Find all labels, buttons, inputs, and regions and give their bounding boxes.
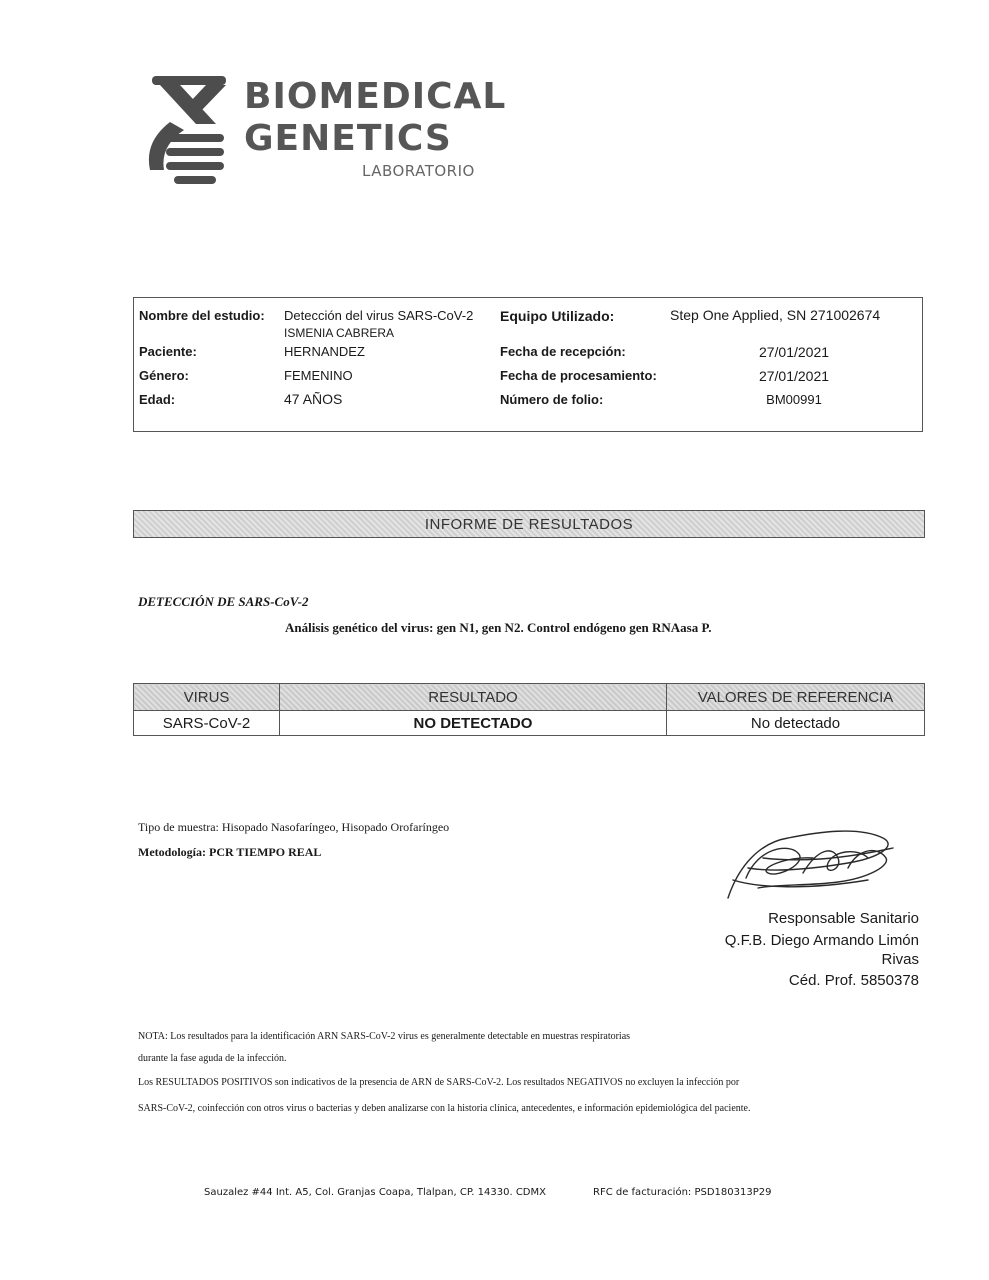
- methodology: Metodología: PCR TIEMPO REAL: [138, 845, 322, 859]
- section-title: DETECCIÓN DE SARS-CoV-2: [138, 594, 309, 609]
- responsible-title: Responsable Sanitario: [768, 910, 919, 927]
- responsible-license: Céd. Prof. 5850378: [788, 972, 919, 989]
- table-header-row: [134, 684, 925, 711]
- gender-value: FEMENINO: [284, 368, 353, 383]
- footer-rfc: RFC de facturación: PSD180313P29: [593, 1187, 772, 1198]
- results-table: [133, 683, 925, 736]
- dna-helix-icon: [140, 72, 240, 190]
- analysis-text: Análisis genético del virus: gen N1, gen N2. Control endógeno gen RNAasa P.: [285, 620, 712, 635]
- report-title: INFORME DE RESULTADOS: [424, 515, 634, 533]
- brand-name-line2: GENETICS: [244, 118, 452, 159]
- age-label: Edad:: [139, 392, 176, 407]
- equipment-value: Step One Applied, SN 271002674: [670, 307, 881, 323]
- cell-result: NO DETECTADO: [280, 711, 667, 736]
- equipment-label: Equipo Utilizado:: [500, 308, 615, 324]
- patient-name-line1: ISMENIA CABRERA: [284, 326, 395, 340]
- cell-reference: No detectado: [667, 711, 925, 736]
- reception-value: 27/01/2021: [758, 344, 830, 360]
- header-reference: VALORES DE REFERENCIA: [667, 684, 925, 711]
- note-line: durante la fase aguda de la infección.: [138, 1053, 287, 1064]
- report-title-bar: [133, 510, 925, 538]
- patient-info-box: [133, 297, 923, 432]
- gender-label: Género:: [139, 368, 189, 383]
- processing-label: Fecha de procesamiento:: [500, 368, 657, 383]
- lab-logo: [140, 72, 507, 192]
- reception-label: Fecha de recepción:: [500, 344, 626, 359]
- note-line: Los RESULTADOS POSITIVOS son indicativos de la presencia de ARN de SARS-CoV-2. Los resultados NEGATIVOS no excluyen la infección por: [138, 1077, 740, 1088]
- processing-value: 27/01/2021: [758, 368, 830, 384]
- note-line: SARS-CoV-2, coinfección con otros virus o bacterias y deben analizarse con la historia clínica, antecedentes, e información epidemiológica del paciente.: [138, 1103, 751, 1114]
- header-virus: VIRUS: [134, 684, 280, 711]
- footer-address: Sauzalez #44 Int. A5, Col. Granjas Coapa, Tlalpan, CP. 14330. CDMX: [204, 1187, 546, 1198]
- folio-value: BM00991: [766, 392, 822, 407]
- brand-name-line1: BIOMEDICAL: [244, 76, 507, 117]
- study-value: Detección del virus SARS-CoV-2: [284, 308, 474, 323]
- responsible-name-line1: Q.F.B. Diego Armando Limón: [724, 932, 919, 949]
- brand-subtitle: LABORATORIO: [362, 162, 475, 180]
- sample-type: Tipo de muestra: Hisopado Nasofaríngeo, Hisopado Orofaríngeo: [138, 820, 450, 834]
- header-result: RESULTADO: [280, 684, 667, 711]
- patient-label: Paciente:: [139, 344, 197, 359]
- folio-label: Número de folio:: [500, 392, 604, 407]
- responsible-name-line2: Rivas: [881, 951, 919, 968]
- age-value: 47 AÑOS: [284, 391, 343, 407]
- patient-name-line2: HERNANDEZ: [284, 344, 365, 359]
- signature: [718, 818, 918, 908]
- note-line: NOTA: Los resultados para la identificación ARN SARS-CoV-2 virus es generalmente detectable en muestras respiratorias: [138, 1031, 631, 1042]
- cell-virus: SARS-CoV-2: [134, 711, 280, 736]
- table-row: [134, 711, 925, 736]
- study-label: Nombre del estudio:: [139, 308, 265, 323]
